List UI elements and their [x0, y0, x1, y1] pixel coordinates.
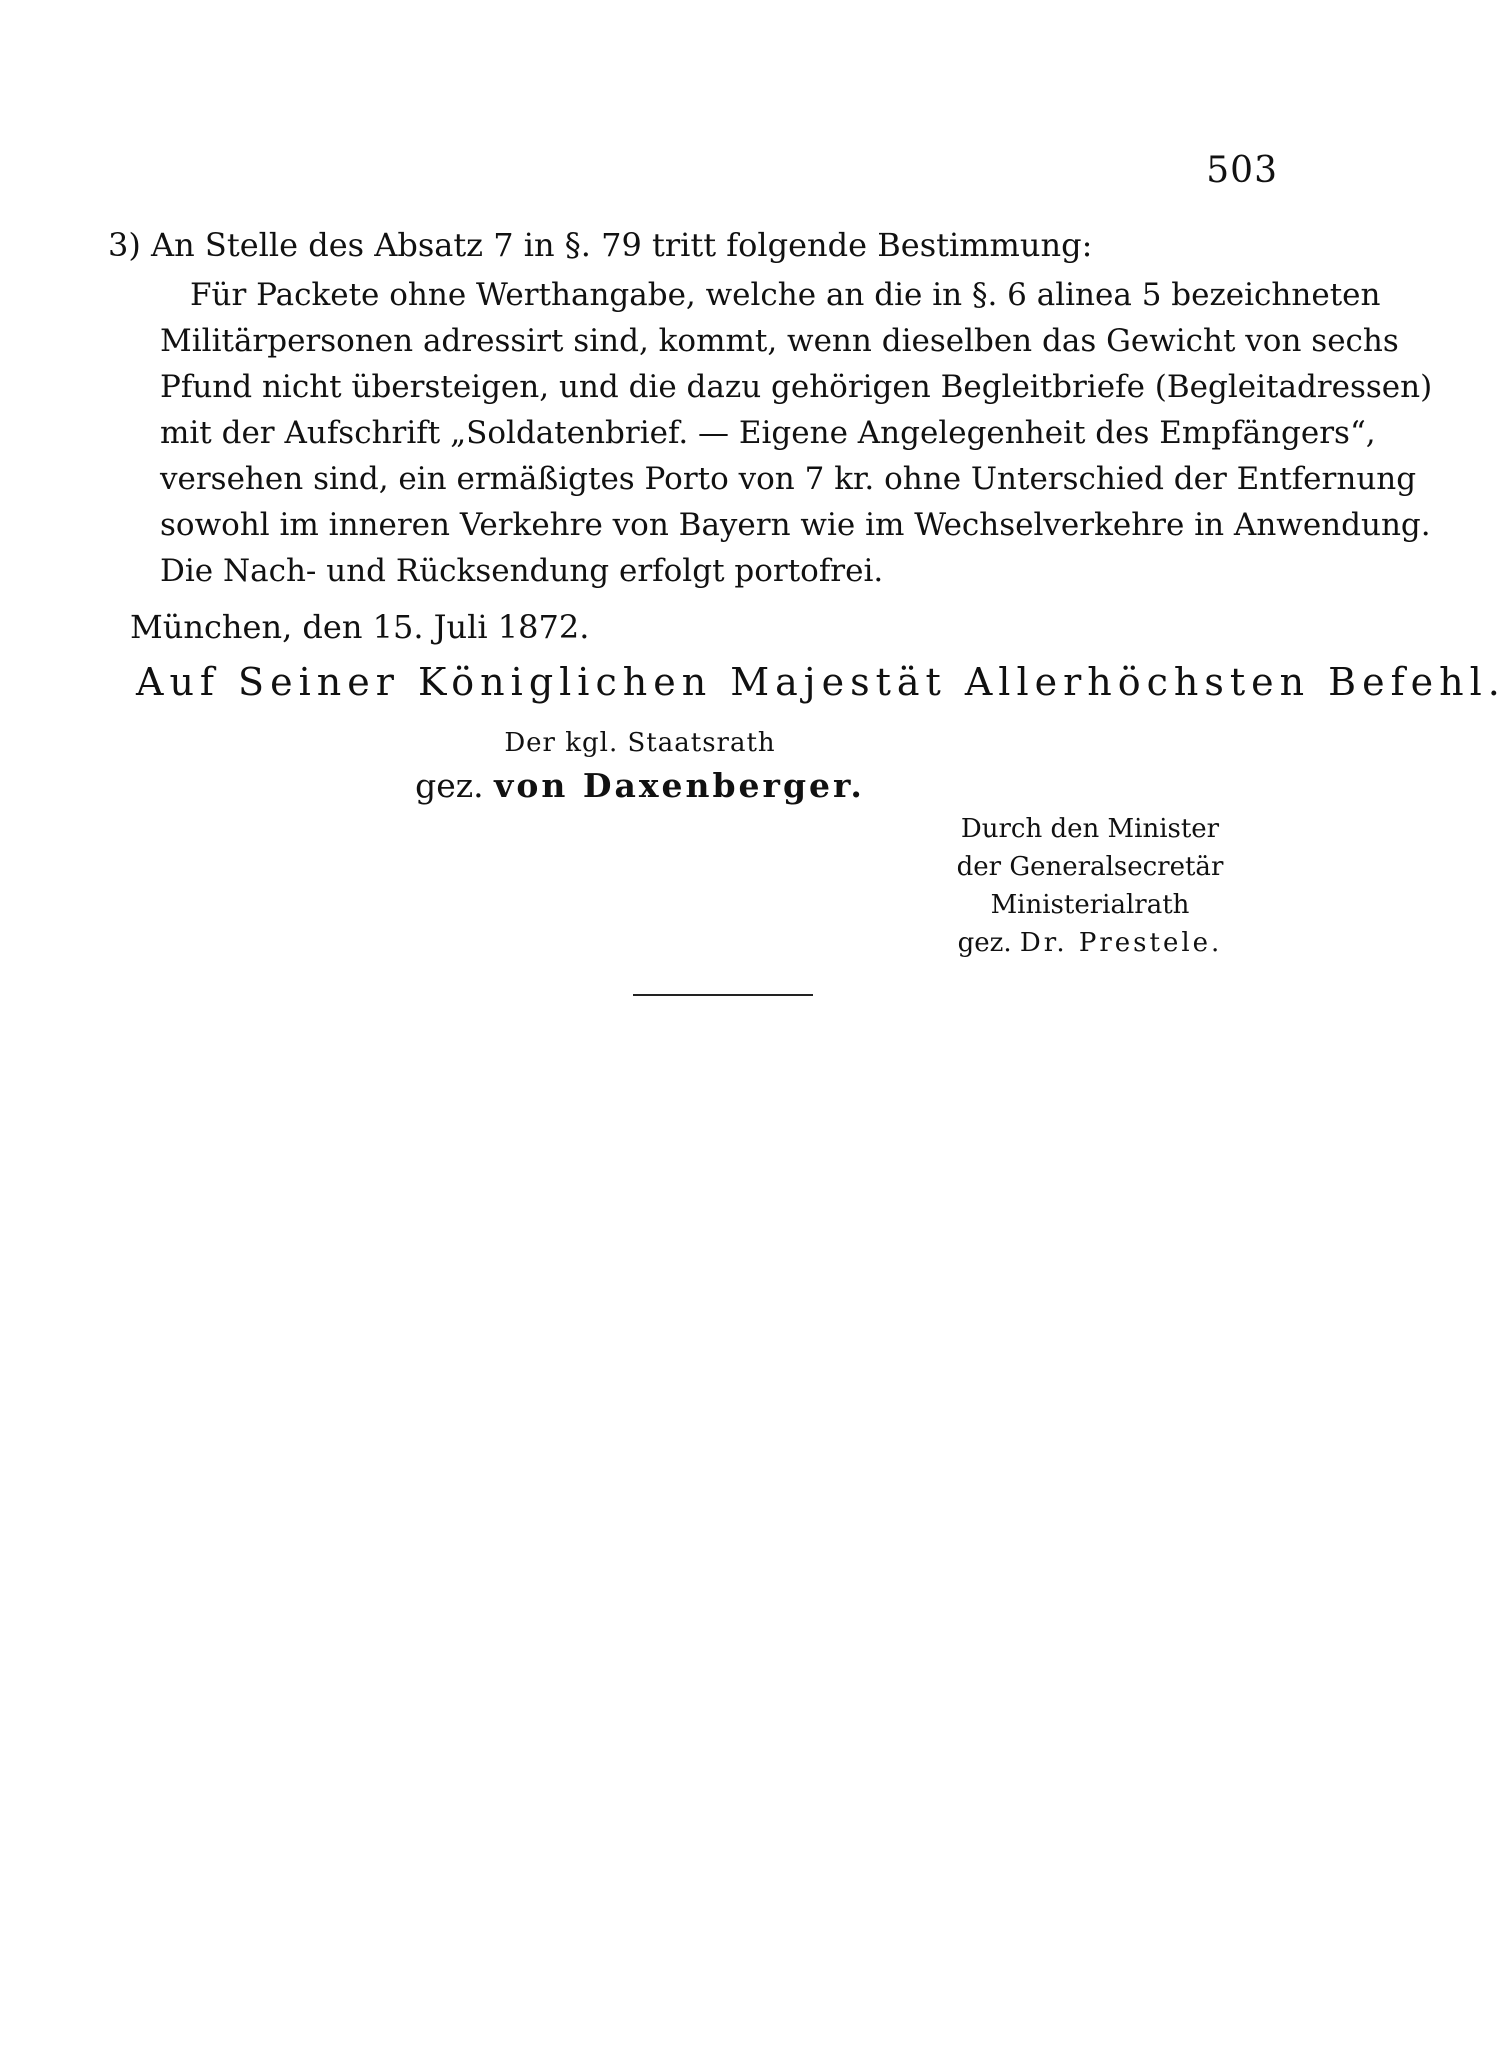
item-heading	[108, 226, 1092, 264]
section-divider	[633, 994, 813, 996]
page-number: 503	[1206, 150, 1278, 191]
body-line: Pfund nicht übersteigen, und die dazu gehörigen Begleitbriefe (Begleitadressen)	[160, 369, 1433, 405]
body-line: versehen sind, ein ermäßigtes Porto von 7 kr. ohne Unterschied der Entfernung	[160, 461, 1417, 497]
item-number: 3)	[108, 226, 141, 264]
minister-signature-block	[900, 810, 1280, 962]
dateline: München, den 15. Juli 1872.	[130, 608, 590, 646]
body-line: sowohl im inneren Verkehre von Bayern wie im Wechselverkehre in Anwendung.	[160, 507, 1431, 543]
councillor-name: von Daxenberger.	[494, 766, 865, 805]
councillor-prefix: gez.	[415, 766, 484, 805]
minister-line-2: der Generalsecretär	[956, 852, 1224, 882]
minister-line-3: Ministerialrath	[990, 890, 1190, 920]
royal-command: Auf Seiner Königlichen Majestät Allerhöchsten Befehl.	[136, 660, 1506, 704]
body-line: Die Nach- und Rücksendung erfolgt portofrei.	[160, 553, 884, 589]
item-body	[160, 272, 1433, 594]
body-line: mit der Aufschrift „Soldatenbrief. — Eigene Angelegenheit des Empfängers“,	[160, 415, 1376, 451]
minister-prefix: gez.	[957, 928, 1012, 958]
minister-signature	[900, 924, 1280, 962]
councillor-signature	[0, 766, 1280, 805]
body-line: Militärpersonen adressirt sind, kommt, wenn dieselben das Gewicht von sechs	[160, 323, 1399, 359]
item-heading-text: An Stelle des Absatz 7 in §. 79 tritt folgende Bestimmung:	[151, 226, 1093, 264]
councillor-title: Der kgl. Staatsrath	[504, 728, 776, 758]
body-line: Für Packete ohne Werthangabe, welche an die in §. 6 alinea 5 bezeichneten	[190, 277, 1381, 313]
minister-line-1: Durch den Minister	[960, 814, 1220, 844]
minister-name: Dr. Prestele.	[1019, 928, 1223, 958]
